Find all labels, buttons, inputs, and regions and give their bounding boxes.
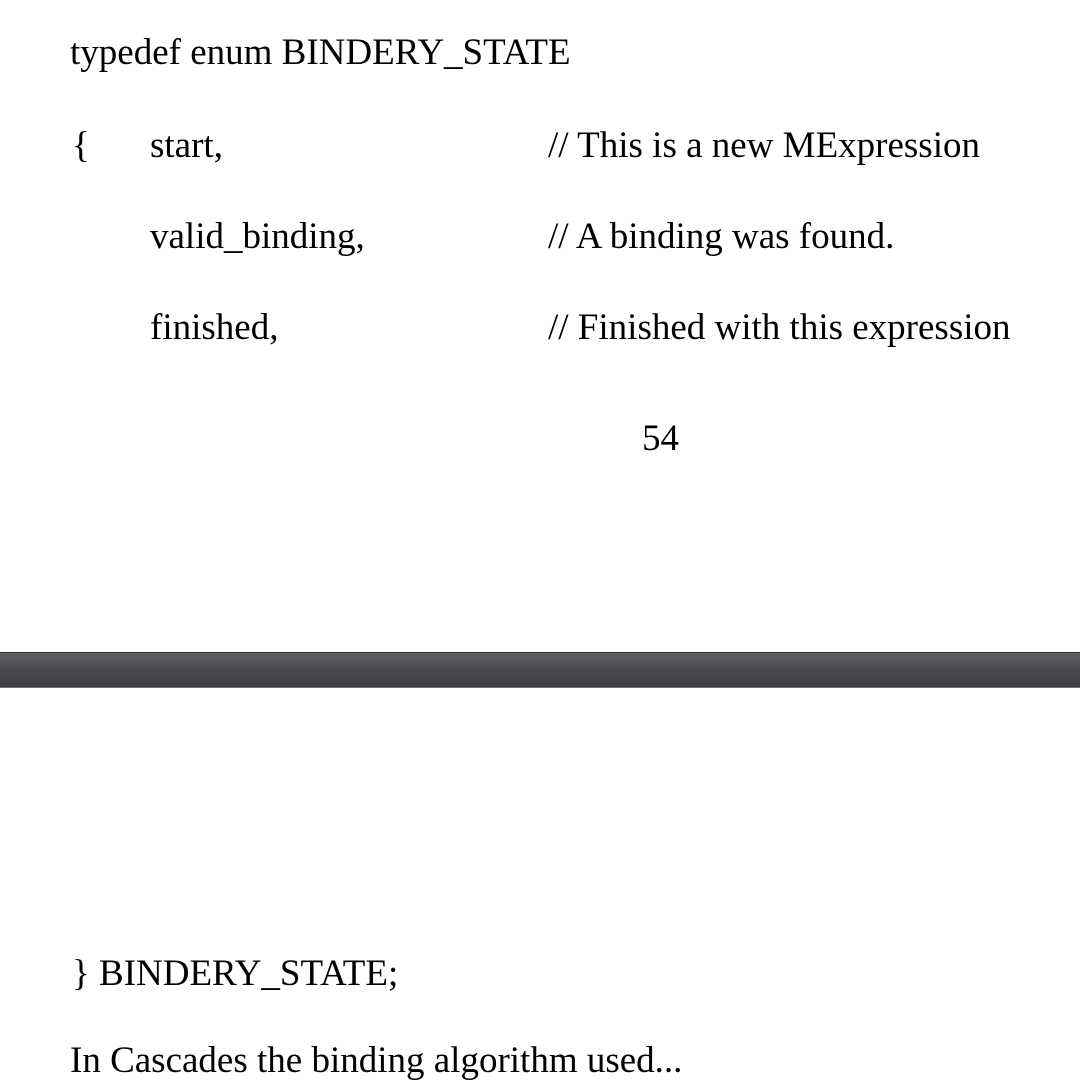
enum-member-name: finished, [150, 307, 279, 348]
typedef-line: typedef enum BINDERY_STATE [70, 32, 571, 73]
closing-typedef-line: } BINDERY_STATE; [72, 953, 399, 994]
partial-next-line-text: In Cascades the binding algorithm used... [70, 1040, 683, 1081]
enum-member-name: start, [150, 125, 223, 166]
page-divider [0, 652, 1080, 688]
partial-next-line [70, 1040, 1080, 1081]
enum-member-comment: // Finished with this expression [548, 307, 1011, 348]
enum-member-name: valid_binding, [150, 216, 365, 257]
page-number: 54 [642, 418, 679, 459]
enum-member-comment: // This is a new MExpression [548, 125, 980, 166]
enum-member-comment: // A binding was found. [548, 216, 895, 257]
document-page-bottom [0, 688, 1080, 1052]
open-brace: { [72, 125, 90, 166]
